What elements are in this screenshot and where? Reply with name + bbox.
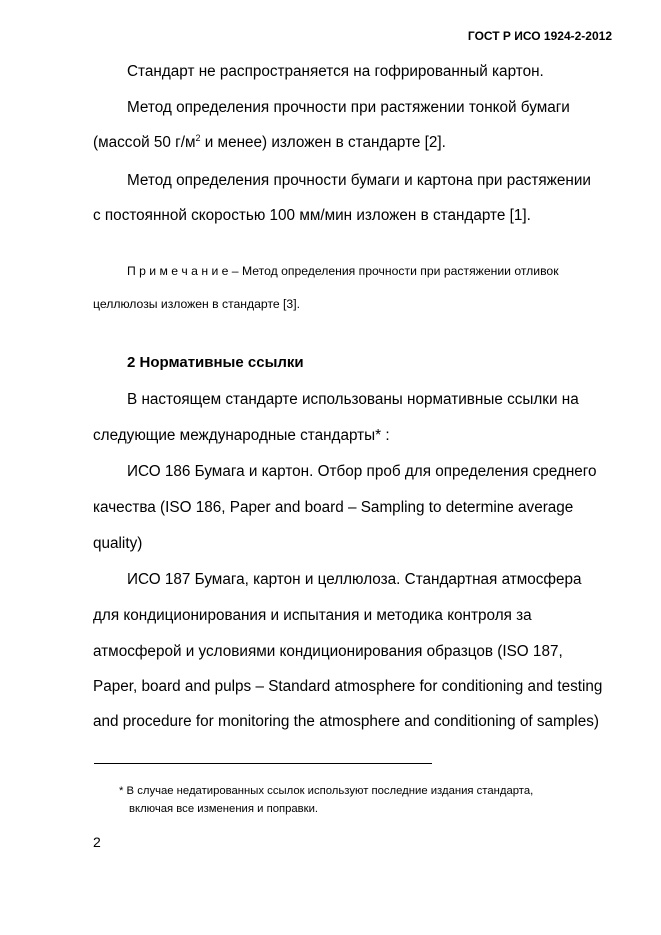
footnote-divider — [94, 763, 432, 764]
ref-iso187-line-2: для кондиционирования и испытания и методика контроля за — [93, 607, 532, 624]
ref-iso186-line-2: качества (ISO 186, Paper and board – Sampling to determine average — [93, 499, 574, 516]
mass-text: (массой 50 г/м — [93, 134, 196, 151]
ref-iso186-line-3: quality) — [93, 535, 143, 552]
body-line-speed: с постоянной скоростью 100 мм/мин изложен в стандарте [1]. — [93, 207, 531, 224]
note-line-2: целлюлозы изложен в стандарте [3]. — [93, 297, 300, 311]
ref-iso186-line-1: ИСО 186 Бумага и картон. Отбор проб для определения среднего — [127, 463, 597, 480]
body-line-scope: Стандарт не распространяется на гофрированный картон. — [127, 63, 544, 80]
document-header-title: ГОСТ Р ИСО 1924-2-2012 — [467, 29, 612, 43]
page-number: 2 — [93, 834, 101, 850]
mass-exponent: 2 — [195, 133, 201, 143]
section-line-1: В настоящем стандарте использованы нормативные ссылки на — [127, 391, 579, 408]
ref-iso187-line-3: атмосферой и условиями кондиционирования образцов (ISO 187, — [93, 643, 563, 660]
footnote-line-2: включая все изменения и поправки. — [129, 803, 319, 815]
note-text: – Метод определения прочности при растяжении отливок — [228, 264, 559, 278]
note-line-1 — [127, 263, 559, 279]
body-line-method: Метод определения прочности бумаги и картона при растяжении — [127, 172, 591, 189]
mass-text-end: и менее) изложен в стандарте [2]. — [200, 134, 446, 151]
section-line-2: следующие международные стандарты* : — [93, 427, 390, 444]
ref-iso187-line-4: Paper, board and pulps – Standard atmosphere for conditioning and testing — [93, 678, 603, 695]
note-label: П р и м е ч а н и е — [127, 264, 229, 278]
ref-iso187-line-1: ИСО 187 Бумага, картон и целлюлоза. Стандартная атмосфера — [127, 571, 582, 588]
ref-iso187-line-5: and procedure for monitoring the atmosphere and conditioning of samples) — [93, 713, 599, 730]
body-line-mass — [93, 133, 446, 153]
body-line-thin-paper: Метод определения прочности при растяжении тонкой бумаги — [127, 99, 570, 116]
footnote-line-1: * В случае недатированных ссылок используют последние издания стандарта, — [119, 785, 534, 797]
section-heading: 2 Нормативные ссылки — [127, 354, 304, 371]
